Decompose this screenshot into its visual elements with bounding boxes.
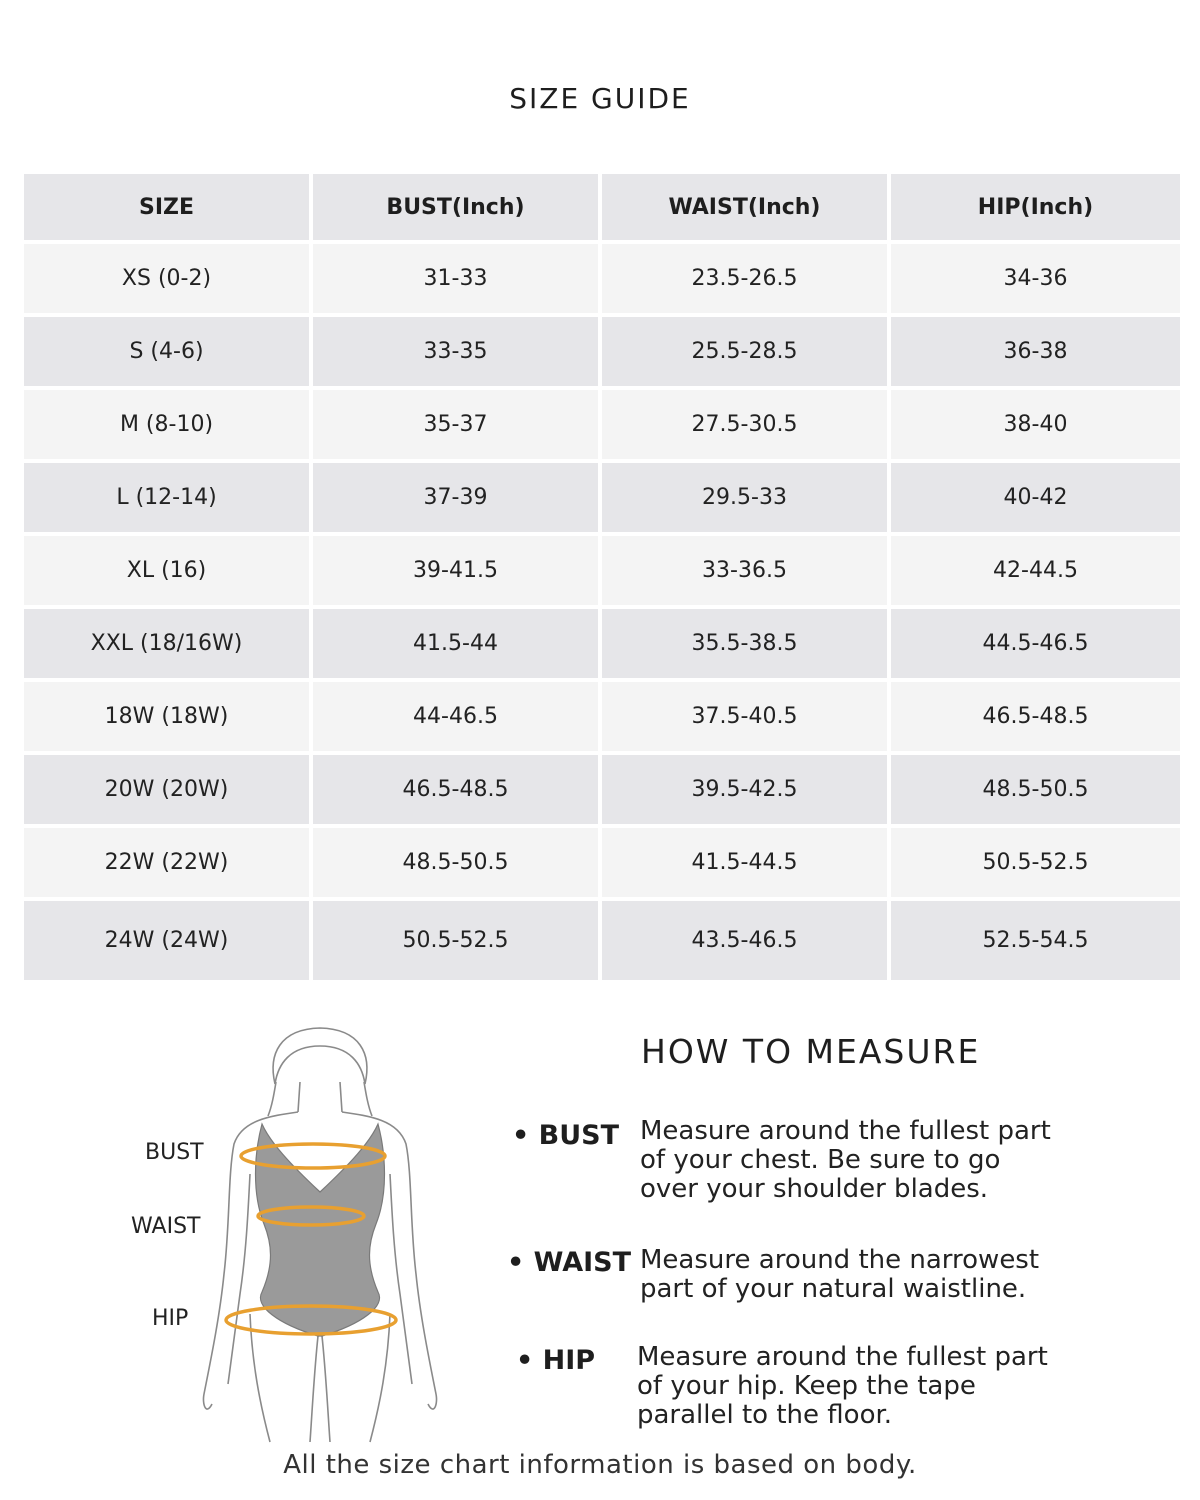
- swimsuit-shape: [256, 1124, 385, 1336]
- cell-size: 18W (18W): [24, 682, 313, 755]
- page-title: SIZE GUIDE: [509, 82, 691, 115]
- table-header-row: [24, 174, 1180, 244]
- table-row: [24, 755, 1180, 828]
- cell-bust: 41.5-44: [313, 609, 602, 682]
- cell-hip: 38-40: [891, 390, 1180, 463]
- cell-waist: 23.5-26.5: [602, 244, 891, 317]
- cell-bust: 31-33: [313, 244, 602, 317]
- cell-size: XS (0-2): [24, 244, 313, 317]
- hip-description: [637, 1343, 1097, 1430]
- cell-hip: 36-38: [891, 317, 1180, 390]
- cell-size: 24W (24W): [24, 901, 313, 980]
- header-bust: BUST(Inch): [313, 174, 602, 244]
- fig-label-waist: WAIST: [131, 1214, 201, 1239]
- cell-hip: 50.5-52.5: [891, 828, 1180, 901]
- fig-label-hip: HIP: [152, 1306, 189, 1331]
- table-row: [24, 390, 1180, 463]
- header-hip: HIP(Inch): [891, 174, 1180, 244]
- cell-waist: 33-36.5: [602, 536, 891, 609]
- fig-label-bust: BUST: [145, 1140, 204, 1165]
- cell-bust: 48.5-50.5: [313, 828, 602, 901]
- how-to-measure-title: HOW TO MEASURE: [641, 1032, 981, 1071]
- cell-bust: 44-46.5: [313, 682, 602, 755]
- bust-bullet: • BUST: [512, 1120, 620, 1151]
- cell-size: 22W (22W): [24, 828, 313, 901]
- cell-waist: 43.5-46.5: [602, 901, 891, 980]
- table-row: [24, 463, 1180, 536]
- cell-hip: 40-42: [891, 463, 1180, 536]
- cell-waist: 41.5-44.5: [602, 828, 891, 901]
- cell-bust: 50.5-52.5: [313, 901, 602, 980]
- cell-size: S (4-6): [24, 317, 313, 390]
- footer-note: All the size chart information is based on body.: [283, 1450, 917, 1480]
- table-row: [24, 828, 1180, 901]
- waist-line-2: part of your natural waistline.: [640, 1274, 1027, 1304]
- size-table: [24, 174, 1180, 980]
- cell-waist: 35.5-38.5: [602, 609, 891, 682]
- table-row: [24, 901, 1180, 980]
- cell-waist: 37.5-40.5: [602, 682, 891, 755]
- cell-hip: 46.5-48.5: [891, 682, 1180, 755]
- cell-bust: 35-37: [313, 390, 602, 463]
- waist-line-1: Measure around the narrowest: [640, 1245, 1040, 1275]
- bust-line-1: Measure around the fullest part: [640, 1116, 1051, 1146]
- table-row: [24, 536, 1180, 609]
- cell-hip: 44.5-46.5: [891, 609, 1180, 682]
- header-waist: WAIST(Inch): [602, 174, 891, 244]
- cell-waist: 25.5-28.5: [602, 317, 891, 390]
- bust-line-2: of your chest. Be sure to go: [640, 1145, 1001, 1175]
- cell-size: XL (16): [24, 536, 313, 609]
- cell-waist: 27.5-30.5: [602, 390, 891, 463]
- cell-waist: 39.5-42.5: [602, 755, 891, 828]
- waist-bullet: • WAIST: [507, 1247, 632, 1278]
- cell-size: XXL (18/16W): [24, 609, 313, 682]
- cell-bust: 37-39: [313, 463, 602, 536]
- table-body: [24, 244, 1180, 980]
- cell-bust: 39-41.5: [313, 536, 602, 609]
- hip-bullet: • HIP: [516, 1345, 596, 1376]
- hip-line-3: parallel to the floor.: [637, 1400, 893, 1430]
- cell-hip: 42-44.5: [891, 536, 1180, 609]
- cell-bust: 33-35: [313, 317, 602, 390]
- body-measurement-illustration: [190, 1024, 450, 1444]
- cell-size: M (8-10): [24, 390, 313, 463]
- cell-size: L (12-14): [24, 463, 313, 536]
- cell-hip: 52.5-54.5: [891, 901, 1180, 980]
- table-row: [24, 682, 1180, 755]
- header-size: SIZE: [24, 174, 313, 244]
- waist-description: [640, 1246, 1100, 1304]
- cell-waist: 29.5-33: [602, 463, 891, 536]
- hip-line-1: Measure around the fullest part: [637, 1342, 1048, 1372]
- table-row: [24, 317, 1180, 390]
- cell-hip: 48.5-50.5: [891, 755, 1180, 828]
- bust-line-3: over your shoulder blades.: [640, 1174, 989, 1204]
- table-row: [24, 609, 1180, 682]
- table-row: [24, 244, 1180, 317]
- cell-bust: 46.5-48.5: [313, 755, 602, 828]
- cell-size: 20W (20W): [24, 755, 313, 828]
- bust-description: [640, 1117, 1100, 1204]
- hip-line-2: of your hip. Keep the tape: [637, 1371, 976, 1401]
- cell-hip: 34-36: [891, 244, 1180, 317]
